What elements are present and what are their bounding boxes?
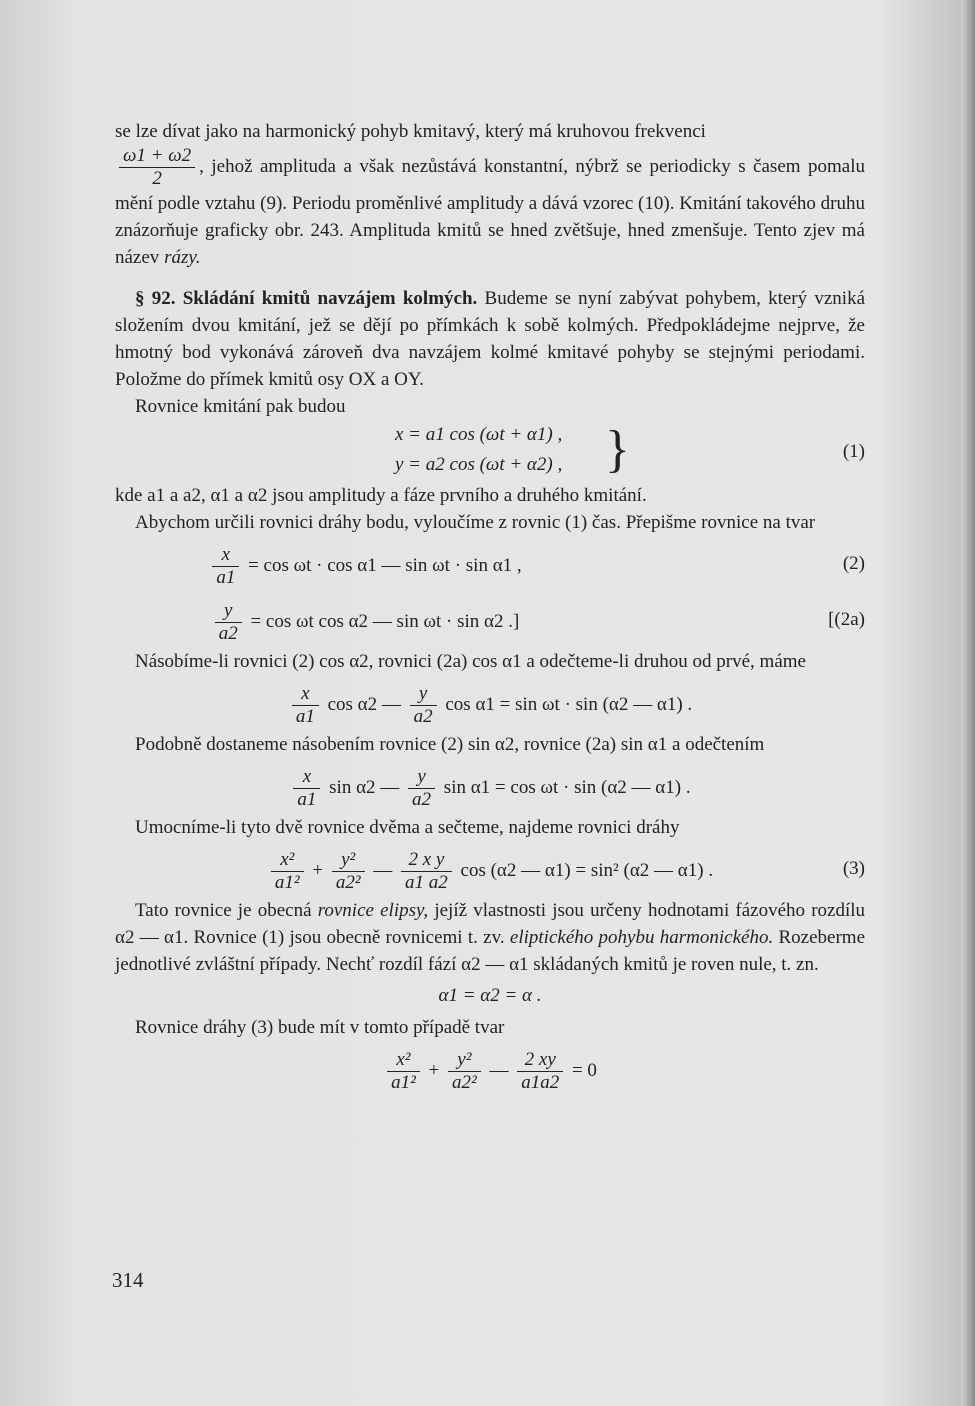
frequency-fraction: $\frac{\omega 1 + \omega 2}{2}$ [119, 145, 195, 190]
section-92 [115, 285, 865, 393]
equations-intro: Rovnice kmitání pak budou [135, 396, 346, 417]
equation-1-line-1: x = a1 cos (ωt + α1) , [395, 424, 563, 445]
equation-2-label: (2) [842, 553, 865, 574]
page-edge-shadow [961, 0, 975, 1406]
equation-5: $\frac{x}{a1}$ sin α2 — $\frac{y}{a2}$ sin α1 = cos ωt · sin (α2 — α1) . [115, 758, 865, 814]
equation-3: $\frac{\text{x²}}{\text{a1²}}$ + $\frac{\text{y²}}{\text{a2²}}$ — $\frac{\text{2 x y}}{a1 a2}$ cos (α2 — α1) = sin² (α2 — α1) . (3) [115, 841, 865, 897]
paragraph-after-eq1: kde a1 a a2, α1 a α2 jsou amplitudy a fáze prvního a druhého kmitání. [115, 485, 647, 506]
paragraph-2: Abychom určili rovnici dráhy bodu, vyloučíme z rovnic (1) čas. Přepišme rovnice na tvar [135, 512, 816, 533]
paragraph-4: Podobně dostaneme násobením rovnice (2) sin α2, rovnice (2a) sin α1 a odečtením [135, 734, 765, 755]
page-number: 314 [112, 1268, 144, 1292]
equation-6: α1 = α2 = α . [438, 985, 542, 1006]
paragraph-3: Násobíme-li rovnici (2) cos α2, rovnici (2a) cos α1 a odečteme-li druhou od prvé, máme [135, 651, 806, 672]
equation-2a-label: [(2a) [828, 609, 865, 630]
paragraph-7: Rovnice dráhy (3) bude mít v tomto případě tvar [135, 1017, 505, 1038]
equation-2a: $\frac{y}{a2}$ = cos ωt cos α2 — sin ωt · sin α2 .] [(2a) [115, 592, 865, 648]
section-heading: § 92. Skládání kmitů navzájem kolmých. [135, 288, 478, 309]
equation-1-label: (1) [842, 441, 865, 462]
paragraph-1-rest: $\frac{\omega 1 + \omega 2}{2}$ , jehož amplituda a však nezůstává konstantní, nýbrž se periodicky s časem pomalu mění podle vztahu (9). Periodu proměnlivé amplitudy a dává vzorec (10). Kmitání takového druhu znázorňuje graficky obr. 243. Amplituda kmitů se hned zvětšuje, hned zmenšuje. Tento zjev má název rázy. [115, 145, 865, 268]
curly-brace: } [605, 421, 630, 478]
equation-7: $\frac{\text{x²}}{\text{a1²}}$ + $\frac{\text{y²}}{\text{a2²}}$ — $\frac{2 xy}{a1a2}$ = 0 [115, 1041, 865, 1097]
equation-2: $\frac{x}{a1}$ = cos ωt · cos α1 — sin ωt · sin α1 , (2) [115, 536, 865, 592]
paragraph-1-line-1: se lze dívat jako na harmonický pohyb kmitavý, který má kruhovou frekvenci [115, 121, 706, 142]
paragraph-5: Umocníme-li tyto dvě rovnice dvěma a sečteme, najdeme rovnici dráhy [135, 817, 680, 838]
equation-3-label: (3) [842, 858, 865, 879]
page-content [115, 118, 865, 1097]
paragraph-6: Tato rovnice je obecná rovnice elipsy, jejíž vlastnosti jsou určeny hodnotami fázového rozdílu α2 — α1. Rovnice (1) jsou obecně rovnicemi t. zv. eliptického pohybu harmonického. Rozeberme jednotlivé zvláštní případy. Nechť rozdíl fází α2 — α1 skládaných kmitů je roven nule, t. zn. [115, 900, 866, 975]
equation-1-line-2: y = a2 cos (ωt + α2) , [395, 454, 563, 475]
section-text: Budeme se nyní zabývat pohybem, který vzniká složením dvou kmitání, jež se dějí po přímkách k sobě kolmých. Předpokládejme nejprve, že hmotný bod vykonává zároveň dva navzájem kolmé kmitavé pohyby se stejnými periodami. Položme do přímek kmitů osy OX a OY. [115, 288, 866, 390]
equation-1 [115, 420, 865, 482]
equation-4: $\frac{x}{a1}$ cos α2 — $\frac{y}{a2}$ cos α1 = sin ωt · sin (α2 — α1) . [115, 675, 865, 731]
